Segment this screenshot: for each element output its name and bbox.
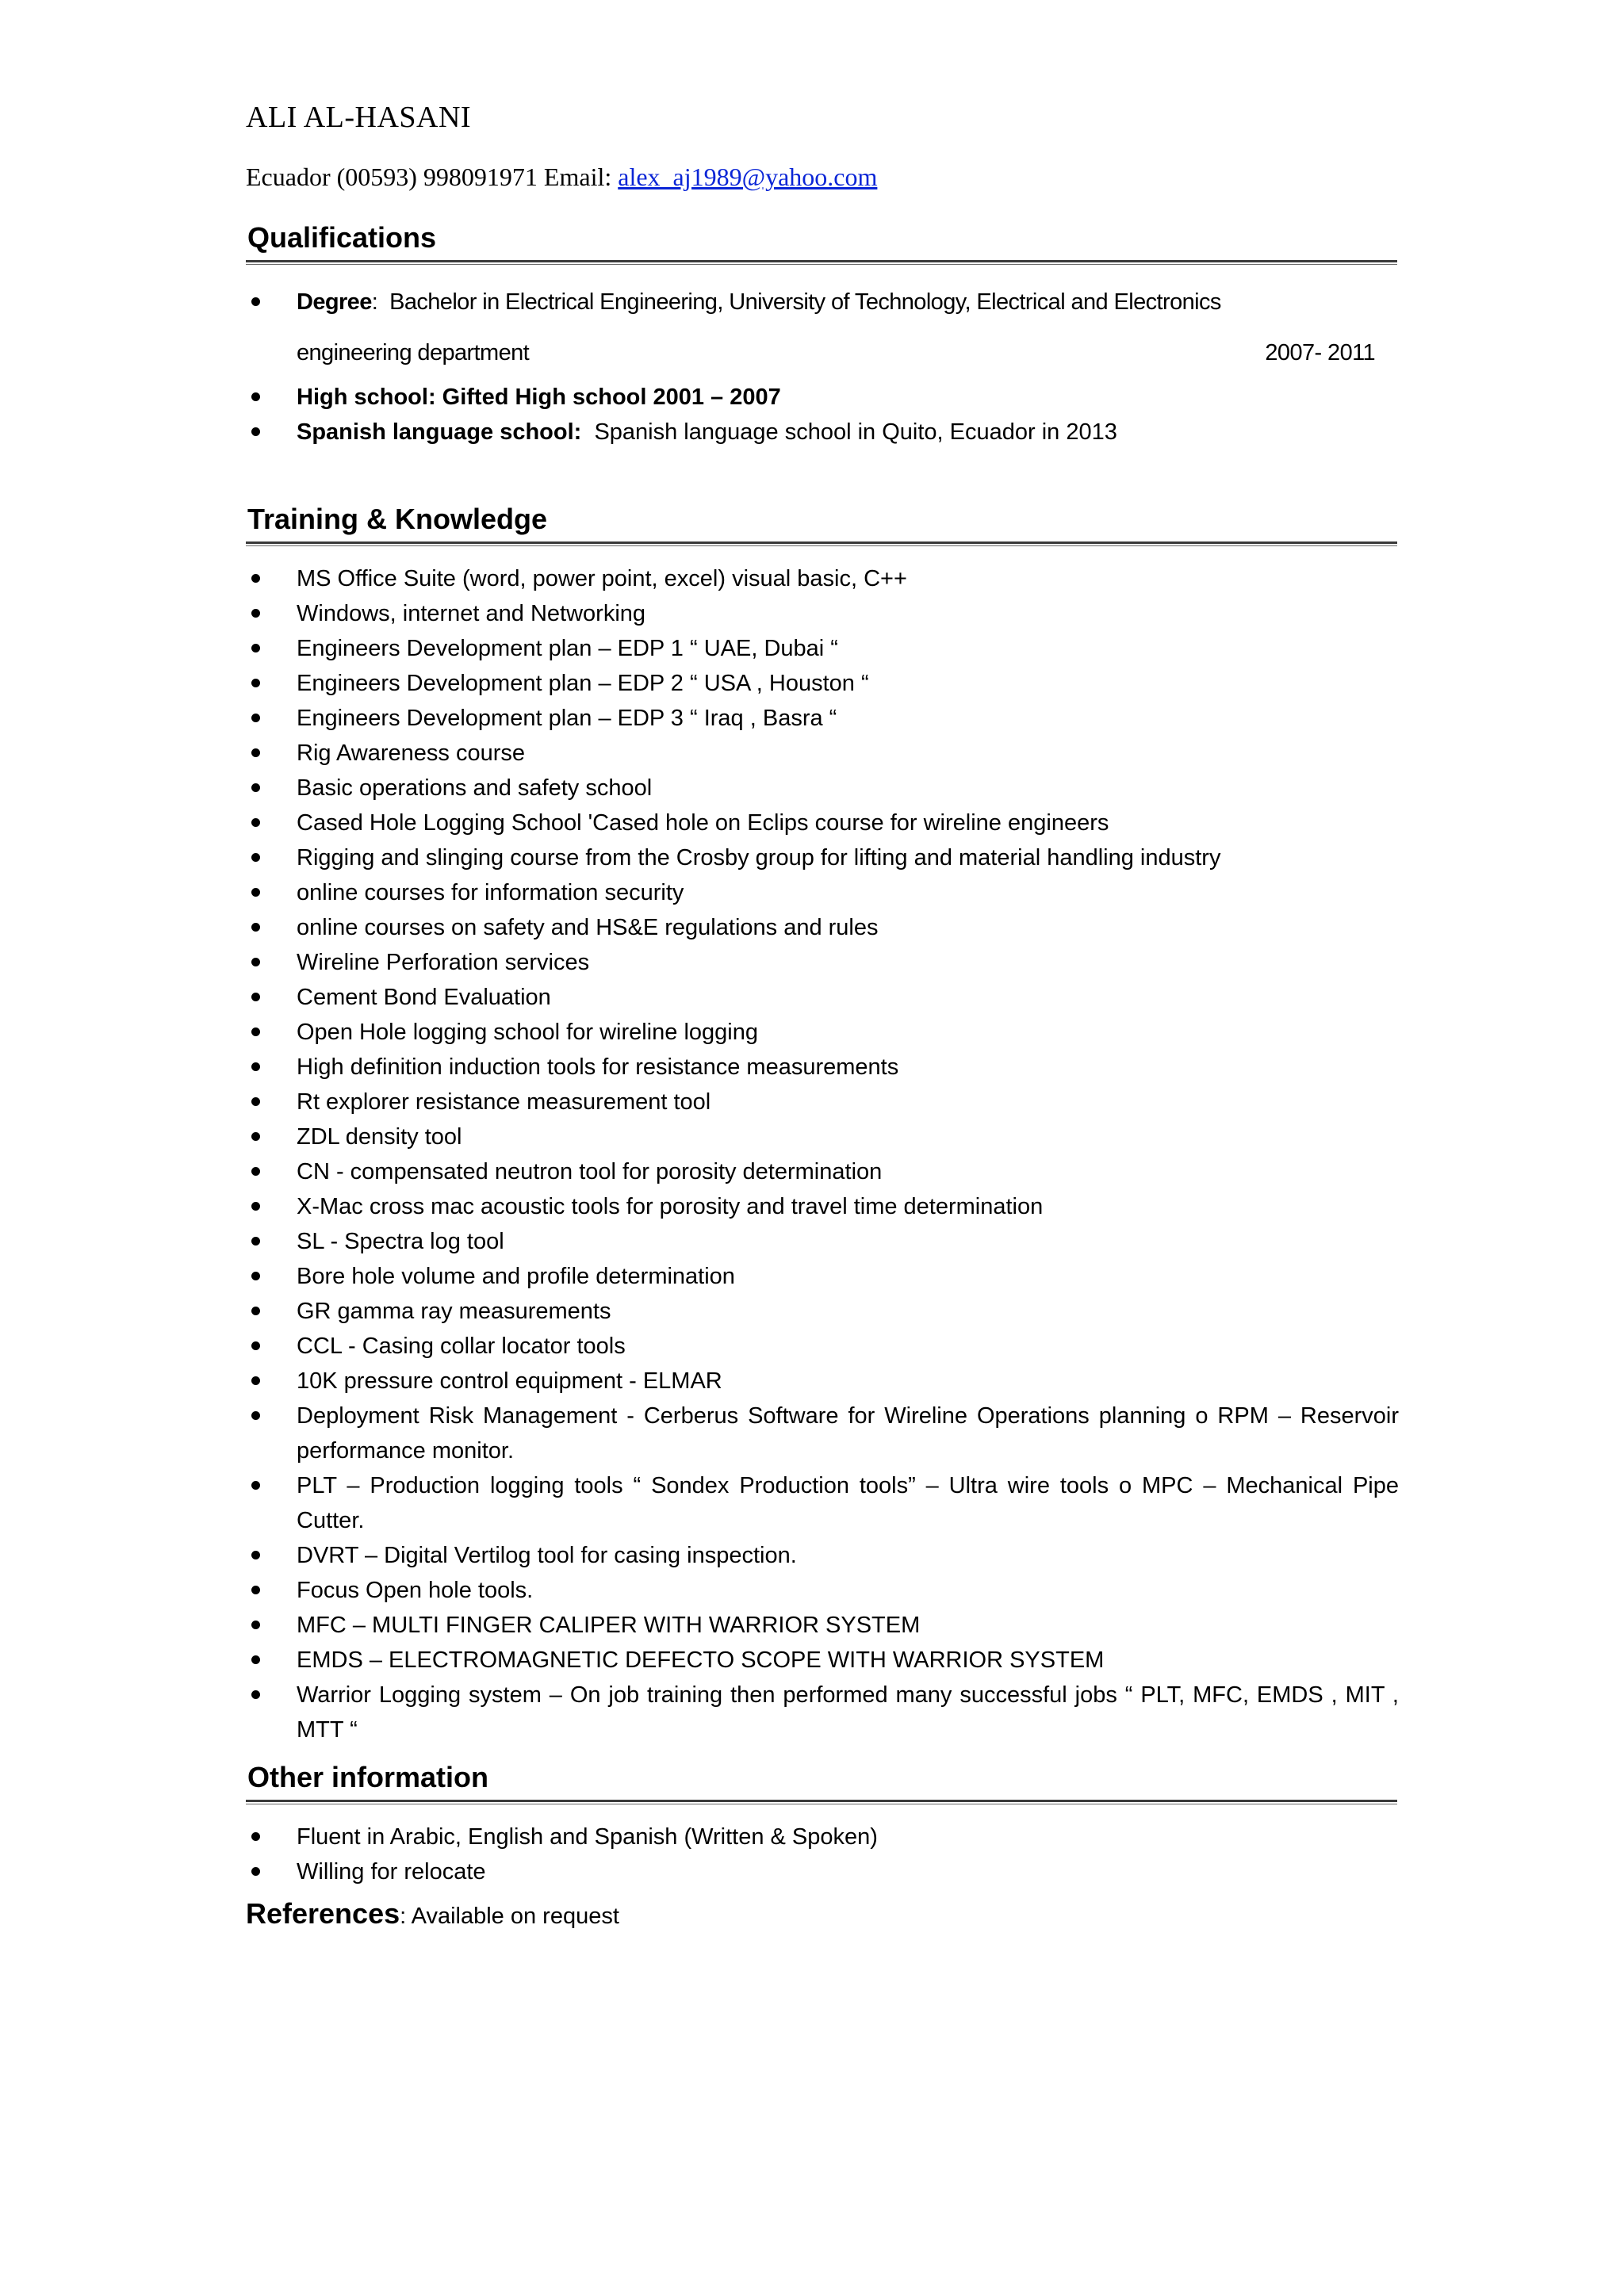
list-item-text: Cement Bond Evaluation — [297, 985, 551, 1010]
list-item — [246, 736, 1396, 771]
list-item-text: Warrior Logging system – On job training then performed many successful jobs “ PLT, MFC, EMDS , MIT , MTT “ — [297, 1682, 1399, 1743]
list-item — [246, 1085, 1396, 1119]
list-item-text: Bore hole volume and profile determination — [297, 1264, 735, 1289]
bullet-icon — [251, 1237, 260, 1246]
list-item-text: DVRT – Digital Vertilog tool for casing inspection. — [297, 1543, 797, 1568]
bullet-icon — [251, 1655, 260, 1664]
references-label: References — [246, 1897, 400, 1930]
list-item-text: CCL - Casing collar locator tools — [297, 1334, 626, 1359]
bullet-icon — [251, 1062, 260, 1071]
bullet-icon — [251, 1307, 260, 1315]
training-section — [246, 499, 1399, 1747]
other-list — [246, 1820, 1396, 1889]
bullet-icon — [251, 1272, 260, 1280]
list-item-text: Willing for relocate — [297, 1859, 486, 1885]
list-item — [246, 1154, 1396, 1189]
list-item — [246, 631, 1396, 666]
list-item-text: SL - Spectra log tool — [297, 1229, 504, 1254]
bullet-icon — [251, 1376, 260, 1385]
list-item-text: Rigging and slinging course from the Crosby group for lifting and material handling industry — [297, 845, 1221, 871]
list-item-degree: Degree: Bachelor in Electrical Engineering, University of Technology, Electrical and Electronics engineering department 2007- 2011 — [246, 277, 1396, 378]
bullet-icon — [251, 1341, 260, 1350]
bullet-icon — [251, 1551, 260, 1559]
degree-text: Bachelor in Electrical Engineering, University of Technology, Electrical and Electronics — [389, 289, 1221, 315]
bullet-icon — [251, 1027, 260, 1036]
bullet-icon — [251, 644, 260, 652]
list-item — [246, 1050, 1396, 1085]
list-item — [246, 771, 1396, 806]
bullet-icon — [251, 609, 260, 618]
list-item — [246, 1399, 1399, 1468]
degree-department: engineering department — [297, 340, 530, 365]
list-item-text: Basic operations and safety school — [297, 775, 653, 801]
list-item-text: Open Hole logging school for wireline logging — [297, 1020, 758, 1045]
list-item-text: PLT – Production logging tools “ Sondex Production tools” – Ultra wire tools o MPC – Mechanical Pipe Cutter. — [297, 1473, 1399, 1533]
spanish-label: Spanish language school: — [297, 419, 582, 445]
list-item-text: Rt explorer resistance measurement tool — [297, 1089, 711, 1115]
bullet-icon — [251, 993, 260, 1001]
list-item — [246, 1468, 1399, 1538]
list-item — [246, 1643, 1396, 1678]
section-divider — [246, 260, 1397, 262]
section-divider — [246, 1800, 1397, 1802]
bullet-icon — [251, 958, 260, 966]
list-item — [246, 1820, 1396, 1854]
references-line — [246, 1894, 1396, 1936]
bullet-icon — [251, 1690, 260, 1699]
bullet-icon — [251, 1411, 260, 1420]
list-item-text: Wireline Perforation services — [297, 950, 590, 975]
bullet-icon — [251, 1167, 260, 1176]
list-item-text: Engineers Development plan – EDP 3 “ Iraq , Basra “ — [297, 706, 837, 731]
references-separator: : — [400, 1904, 407, 1929]
bullet-icon — [251, 1132, 260, 1141]
list-item-text: Cased Hole Logging School 'Cased hole on Eclips course for wireline engineers — [297, 810, 1109, 836]
contact-phone: Ecuador (00593) 998091971 Email: — [246, 163, 619, 191]
high-school-text: High school: Gifted High school 2001 – 2007 — [297, 385, 781, 410]
list-item-text: Fluent in Arabic, English and Spanish (Written & Spoken) — [297, 1824, 878, 1850]
spanish-text: Spanish language school in Quito, Ecuador in 2013 — [594, 419, 1117, 445]
list-item — [246, 1119, 1396, 1154]
list-item-text: MS Office Suite (word, power point, excel) visual basic, C++ — [297, 566, 907, 591]
list-item-text: High definition induction tools for resistance measurements — [297, 1054, 899, 1080]
list-item — [246, 1259, 1396, 1294]
degree-years: 2007- 2011 — [1265, 340, 1375, 365]
bullet-icon — [251, 392, 260, 401]
resume-page — [246, 94, 1399, 1936]
list-item-high-school — [246, 380, 1396, 415]
list-item — [246, 1329, 1396, 1364]
list-item — [246, 875, 1396, 910]
list-item — [246, 1364, 1396, 1399]
list-item — [246, 1015, 1396, 1050]
bullet-icon — [251, 748, 260, 757]
qualifications-list — [246, 277, 1396, 450]
list-item-text: EMDS – ELECTROMAGNETIC DEFECTO SCOPE WITH WARRIOR SYSTEM — [297, 1647, 1105, 1673]
list-item-text: CN - compensated neutron tool for porosity determination — [297, 1159, 883, 1184]
list-item — [246, 561, 1396, 596]
list-item — [246, 666, 1396, 701]
bullet-icon — [251, 1586, 260, 1594]
list-item-text: Windows, internet and Networking — [297, 601, 646, 626]
other-section — [246, 1757, 1396, 1889]
list-item-text: Deployment Risk Management - Cerberus Software for Wireline Operations planning o RPM – Reservoir performance monitor. — [297, 1403, 1399, 1464]
section-title-qualifications: Qualifications — [247, 221, 437, 254]
bullet-icon — [251, 679, 260, 687]
bullet-icon — [251, 923, 260, 932]
list-item — [246, 596, 1396, 631]
list-item — [246, 980, 1396, 1015]
list-item-text: Focus Open hole tools. — [297, 1578, 534, 1603]
bullet-icon — [251, 1621, 260, 1629]
list-item-text: 10K pressure control equipment - ELMAR — [297, 1368, 722, 1394]
section-title-training: Training & Knowledge — [247, 503, 548, 535]
list-item — [246, 1538, 1396, 1573]
bullet-icon — [251, 1832, 260, 1841]
list-item-text: Engineers Development plan – EDP 2 “ USA , Houston “ — [297, 671, 869, 696]
list-item-spanish-school — [246, 415, 1396, 450]
list-item-text: Rig Awareness course — [297, 740, 526, 766]
email-link[interactable]: alex_aj1989@yahoo.com — [618, 163, 878, 191]
list-item — [246, 806, 1396, 840]
bullet-icon — [251, 574, 260, 583]
list-item — [246, 1573, 1396, 1608]
list-item — [246, 945, 1396, 980]
section-divider — [246, 541, 1397, 544]
contact-line — [246, 157, 1396, 197]
bullet-icon — [251, 427, 260, 436]
list-item — [246, 840, 1396, 875]
bullet-icon — [251, 297, 260, 306]
bullet-icon — [251, 783, 260, 792]
list-item-text: GR gamma ray measurements — [297, 1299, 611, 1324]
list-item — [246, 1294, 1396, 1329]
list-item — [246, 1608, 1396, 1643]
bullet-icon — [251, 888, 260, 897]
section-title-other: Other information — [247, 1761, 488, 1793]
list-item — [246, 1189, 1396, 1224]
bullet-icon — [251, 1867, 260, 1876]
training-list — [246, 561, 1399, 1747]
list-item-text: online courses on safety and HS&E regulations and rules — [297, 915, 879, 940]
list-item — [246, 701, 1396, 736]
list-item — [246, 1678, 1399, 1747]
list-item — [246, 1854, 1396, 1889]
candidate-name: ALI AL-HASANI — [246, 101, 472, 134]
bullet-icon — [251, 1481, 260, 1490]
bullet-icon — [251, 1097, 260, 1106]
list-item-text: online courses for information security — [297, 880, 684, 905]
list-item-text: X-Mac cross mac acoustic tools for porosity and travel time determination — [297, 1194, 1044, 1219]
bullet-icon — [251, 714, 260, 722]
qualifications-section — [246, 217, 1396, 450]
list-item-text: ZDL density tool — [297, 1124, 462, 1150]
list-item-text: Engineers Development plan – EDP 1 “ UAE, Dubai “ — [297, 636, 838, 661]
degree-label: Degree — [297, 289, 372, 315]
list-item — [246, 1224, 1396, 1259]
bullet-icon — [251, 818, 260, 827]
list-item — [246, 910, 1396, 945]
bullet-icon — [251, 853, 260, 862]
references-text: Available on request — [406, 1904, 619, 1929]
bullet-icon — [251, 1202, 260, 1211]
list-item-text: MFC – MULTI FINGER CALIPER WITH WARRIOR SYSTEM — [297, 1613, 921, 1638]
